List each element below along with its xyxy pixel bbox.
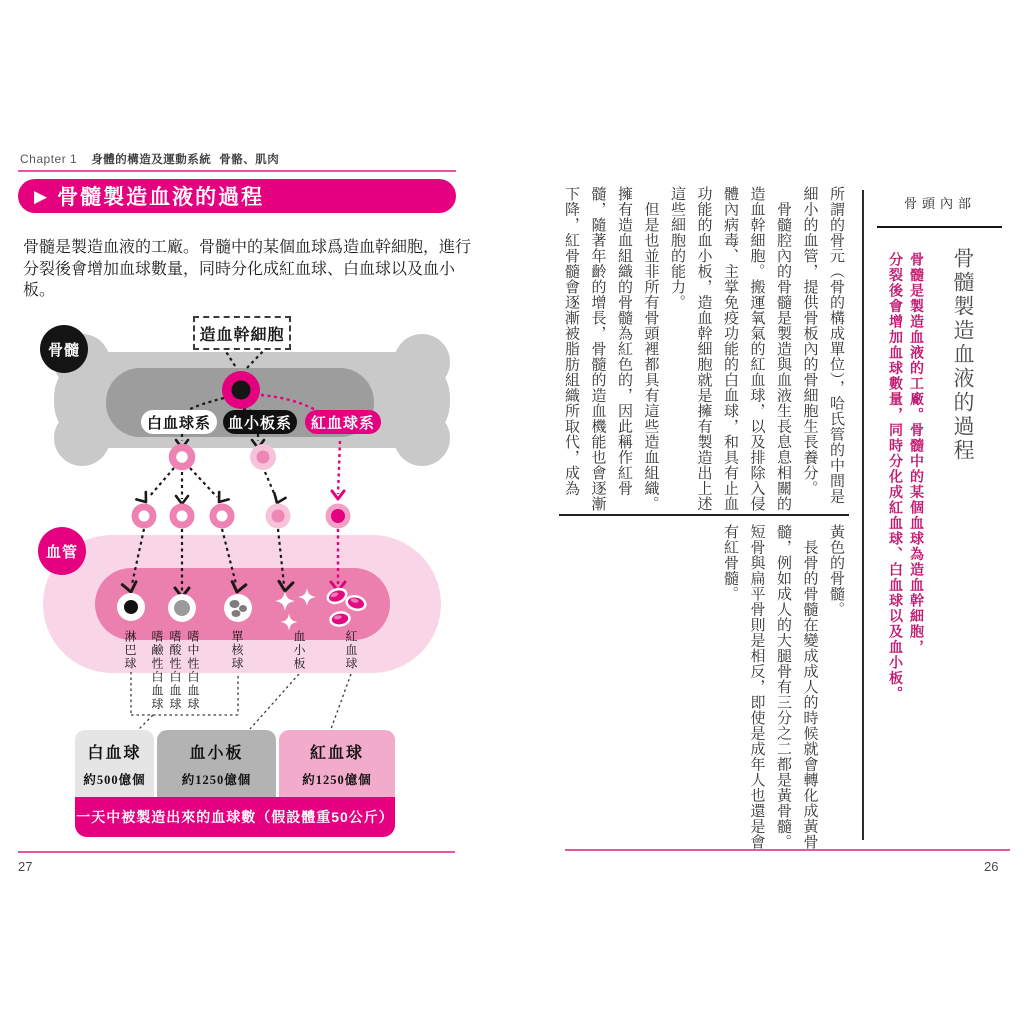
page-title-banner bbox=[18, 179, 456, 213]
play-icon: ▶ bbox=[34, 186, 48, 206]
footer-rule-left bbox=[18, 851, 455, 853]
chapter-header bbox=[20, 151, 279, 167]
lead-text-column-1: 骨髓是製造血液的工廠。骨髓中的某個血球為造血幹細胞， bbox=[908, 252, 923, 655]
cell-label-neutrophil: 嗜中性白血球 bbox=[186, 630, 200, 711]
series-pill-red-cells: 紅血球系 bbox=[305, 410, 381, 434]
count-box-label: 紅血球 bbox=[309, 745, 364, 762]
header-rule-left bbox=[18, 170, 456, 172]
series-pill-platelets: 血小板系 bbox=[223, 410, 297, 434]
body-paragraph: 所謂的骨元（骨的構成單位），哈氏管的中間是細小的血管，提供骨板內的骨細胞生長養分。 bbox=[801, 186, 844, 504]
column-divider-line bbox=[862, 190, 864, 840]
section-header-rule bbox=[877, 226, 1002, 228]
cell-label-red-cell: 紅血球 bbox=[344, 630, 358, 671]
page-title: 骨髓製造血液的過程 bbox=[57, 186, 265, 209]
count-box-value: 約500億個 bbox=[83, 773, 146, 787]
lead-text-column-2: 分裂後會增加血球數量，同時分化成紅血球、白血球以及血小板。 bbox=[887, 252, 902, 702]
count-box-value: 約1250億個 bbox=[181, 773, 252, 787]
page-number-left: 27 bbox=[18, 859, 33, 874]
count-box-label: 血小板 bbox=[189, 745, 244, 762]
count-box-platelets bbox=[157, 730, 276, 797]
intro-text: 骨髓是製造血液的工廠。骨髓中的某個血球爲造血幹細胞，進行分裂後會增加血球數量，同時分化成紅血球、白血球以及血小板。 bbox=[23, 239, 472, 299]
body-divider-rule bbox=[559, 514, 849, 516]
platelet-precursor-icon bbox=[266, 504, 291, 529]
cell-label-lymphocyte: 淋巴球 bbox=[123, 630, 137, 671]
precursor-ring-icon bbox=[213, 507, 231, 525]
marrow-badge: 骨髓 bbox=[40, 325, 88, 373]
body-text-bottom bbox=[557, 524, 849, 851]
daily-production-banner: 一天中被製造出來的血球數（假設體重50公斤） bbox=[75, 797, 395, 837]
lymphocyte-icon bbox=[117, 593, 145, 621]
body-paragraph: 黃色的骨髓。 bbox=[828, 524, 844, 617]
count-box-label: 白血球 bbox=[87, 745, 142, 762]
cell-label-eosinophil: 嗜酸性白血球 bbox=[168, 630, 182, 711]
section-header: 骨頭內部 bbox=[903, 196, 976, 211]
red-precursor-icon bbox=[326, 504, 351, 529]
series-pill-white-cells: 白血球系 bbox=[141, 410, 217, 434]
cell-label-basophil: 嗜鹼性白血球 bbox=[150, 630, 164, 711]
precursor-cells-row bbox=[135, 504, 351, 529]
cell-label-platelet: 血小板 bbox=[292, 630, 306, 671]
cell-label-monocyte: 單核球 bbox=[230, 630, 244, 671]
vertical-page-title: 骨髓製造血液的過程 bbox=[951, 247, 974, 463]
vessel-badge: 血管 bbox=[38, 527, 86, 575]
monocyte-icon bbox=[224, 594, 252, 622]
body-paragraph: 長骨的骨髓在變成成人的時候就會轉化成黃骨髓，例如成人的大腿骨有三分之二都是黃骨髓。短骨與扁平骨則是相反，即使是成年人也還是會有紅骨髓。 bbox=[722, 524, 818, 850]
count-box-red-cells bbox=[279, 730, 395, 797]
count-box-value: 約1250億個 bbox=[302, 773, 372, 787]
precursor-ring-icon bbox=[173, 507, 191, 525]
footer-rule-right bbox=[565, 849, 1010, 851]
page-number-right: 26 bbox=[984, 859, 999, 874]
stem-cell-label-box: 造血幹細胞 bbox=[193, 316, 291, 350]
granulocyte-icon bbox=[168, 594, 196, 622]
count-box-white-cells bbox=[75, 730, 154, 797]
platelet-progenitor-icon bbox=[250, 444, 276, 470]
blood-production-diagram bbox=[18, 300, 462, 845]
body-paragraph: 但是也並非所有骨頭裡都具有這些造血組織。擁有造血組織的骨髓為紅色的，因此稱作紅骨髓，隨著年齡的增長，骨髓的造血機能也會逐漸下降，紅骨髓會逐漸被脂肪組織所取代，成為 bbox=[563, 186, 659, 512]
precursor-ring-icon bbox=[135, 507, 153, 525]
white-progenitor-icon bbox=[173, 448, 192, 467]
chapter-section: 身體的構造及運動系統 bbox=[91, 154, 212, 166]
chapter-subsection: 骨骼、肌肉 bbox=[219, 154, 280, 166]
body-paragraph: 骨髓腔內的骨髓是製造與血液生長息息相關的造血幹細胞。搬運氧氣的紅血球，以及排除入侵體內病毒、主掌免疫功能的白血球，和具有止血功能的血小板，造血幹細胞就是擁有製造出上述這些細胞的能力。 bbox=[669, 186, 791, 512]
body-text-top bbox=[557, 186, 849, 513]
stem-cell-icon bbox=[222, 371, 260, 409]
chapter-number: Chapter 1 bbox=[20, 152, 78, 166]
